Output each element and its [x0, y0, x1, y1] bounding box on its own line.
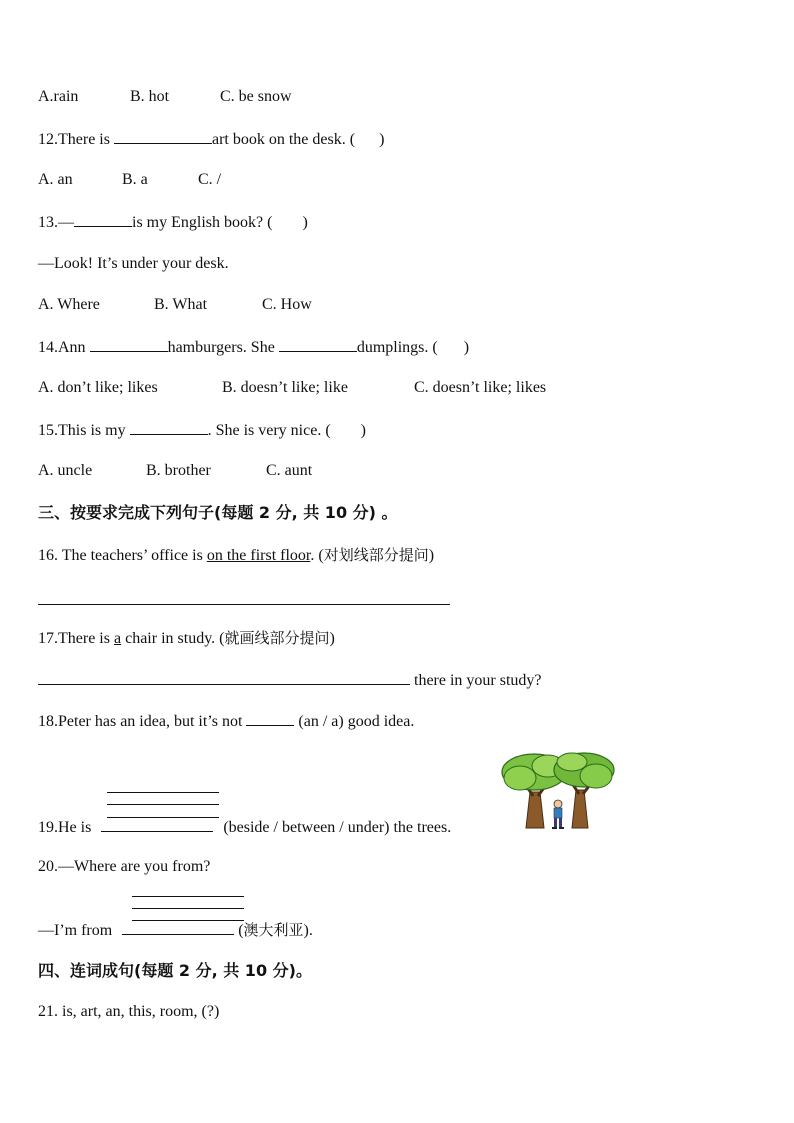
q14-text-post: dumplings. (: [356, 339, 438, 356]
q13-option-c: C. How: [262, 296, 312, 313]
q17-close: ): [329, 630, 335, 647]
q15-text-pre: 15.This is my: [38, 422, 130, 439]
q14-option-c: C. doesn’t like; likes: [414, 379, 547, 396]
q12-option-a: A. an: [38, 171, 73, 188]
q15-blank[interactable]: [130, 420, 208, 435]
q16-question: [38, 545, 434, 566]
q13-blank[interactable]: [74, 212, 132, 227]
q13-close: ): [302, 214, 308, 231]
q17-question: [38, 628, 335, 649]
section-3-heading: 三、按要求完成下列句子(每题 2 分, 共 10 分) 。: [38, 503, 398, 522]
q14-blank-1[interactable]: [90, 337, 168, 352]
q11-option-b: B. hot: [130, 88, 170, 105]
q12-close: ): [379, 131, 385, 148]
q14-blank-2[interactable]: [279, 337, 357, 352]
q17-underlined: a: [113, 630, 122, 647]
q12-options: [38, 170, 221, 190]
q16-close: ): [428, 547, 435, 564]
q18-question: [38, 711, 414, 732]
q12-text-pre: 12.There is: [38, 131, 114, 148]
q11-option-c: C. be snow: [220, 88, 292, 105]
q16-text-post: . (: [310, 547, 324, 564]
q20-writing-line-1: [132, 896, 244, 897]
q16-text-pre: 16. The teachers’ office is: [38, 547, 207, 564]
q17-text-pre: 17.There is: [38, 630, 114, 647]
q13-options: [38, 295, 312, 315]
q15-option-c: C. aunt: [266, 462, 313, 479]
q12-option-b: B. a: [122, 171, 148, 188]
q19-text-pre: 19.He is: [38, 819, 96, 836]
q19-question: [38, 817, 451, 838]
q11-options: [38, 87, 292, 107]
q18-text-pre: 18.Peter has an idea, but it’s not: [38, 713, 247, 730]
q12-question: [38, 129, 384, 150]
q19-blank[interactable]: [101, 817, 213, 832]
q17-answer-row: [38, 670, 542, 691]
q14-options: [38, 378, 546, 398]
q20-answer-row: [38, 920, 313, 941]
q15-close: ): [360, 422, 366, 439]
q20-writing-line-2: [132, 908, 244, 909]
q14-text-pre: 14.Ann: [38, 339, 90, 356]
q16-note: 对划线部分提问: [323, 546, 429, 564]
q13-text-pre: 13.—: [38, 214, 74, 231]
q15-text-post: . She is very nice. (: [207, 422, 331, 439]
q12-blank[interactable]: [114, 129, 212, 144]
q13-question: [38, 212, 308, 233]
q13-reply: —Look! It’s under your desk.: [38, 255, 229, 272]
trees-illustration: [500, 752, 616, 837]
q14-question: [38, 337, 469, 358]
q14-option-b: B. doesn’t like; like: [222, 379, 348, 396]
q20-text-pre: —I’m from: [38, 922, 117, 939]
q17-note: 就画线部分提问: [224, 629, 330, 647]
q13-text-post: is my English book? (: [132, 214, 273, 231]
q18-text-post: (an / a) good idea.: [294, 713, 415, 730]
q12-option-c: C. /: [198, 171, 222, 188]
q16-answer-line[interactable]: [38, 604, 450, 605]
q16-underlined: on the first floor: [206, 547, 311, 564]
q19-writing-line-1: [107, 792, 219, 793]
q13-option-b: B. What: [154, 296, 208, 313]
q17-answer-line[interactable]: [38, 670, 410, 685]
q19-text-post: (beside / between / under) the trees.: [223, 819, 452, 836]
q20-note: 澳大利亚: [243, 921, 304, 939]
q20-close: ).: [303, 922, 313, 939]
section-4-heading: 四、连词成句(每题 2 分, 共 10 分)。: [38, 961, 312, 980]
q20-question: 20.—Where are you from?: [38, 858, 211, 875]
q14-close: ): [463, 339, 470, 356]
q20-text-post: (: [234, 922, 244, 939]
q17-text-post: chair in study. (: [121, 630, 225, 647]
q17-tail: there in your study?: [410, 672, 542, 689]
q15-question: [38, 420, 366, 441]
q19-writing-line-2: [107, 804, 219, 805]
q11-option-a: A.rain: [38, 88, 79, 105]
q15-options: [38, 461, 312, 481]
q12-text-post: art book on the desk. (: [211, 131, 356, 148]
q18-blank[interactable]: [246, 711, 294, 726]
q15-option-b: B. brother: [146, 462, 211, 479]
q14-option-a: A. don’t like; likes: [38, 379, 158, 396]
q15-option-a: A. uncle: [38, 462, 93, 479]
q21-question: 21. is, art, an, this, room, (?): [38, 1003, 220, 1020]
q20-blank[interactable]: [122, 920, 234, 935]
q14-text-mid: hamburgers. She: [167, 339, 279, 356]
q13-option-a: A. Where: [38, 296, 100, 313]
